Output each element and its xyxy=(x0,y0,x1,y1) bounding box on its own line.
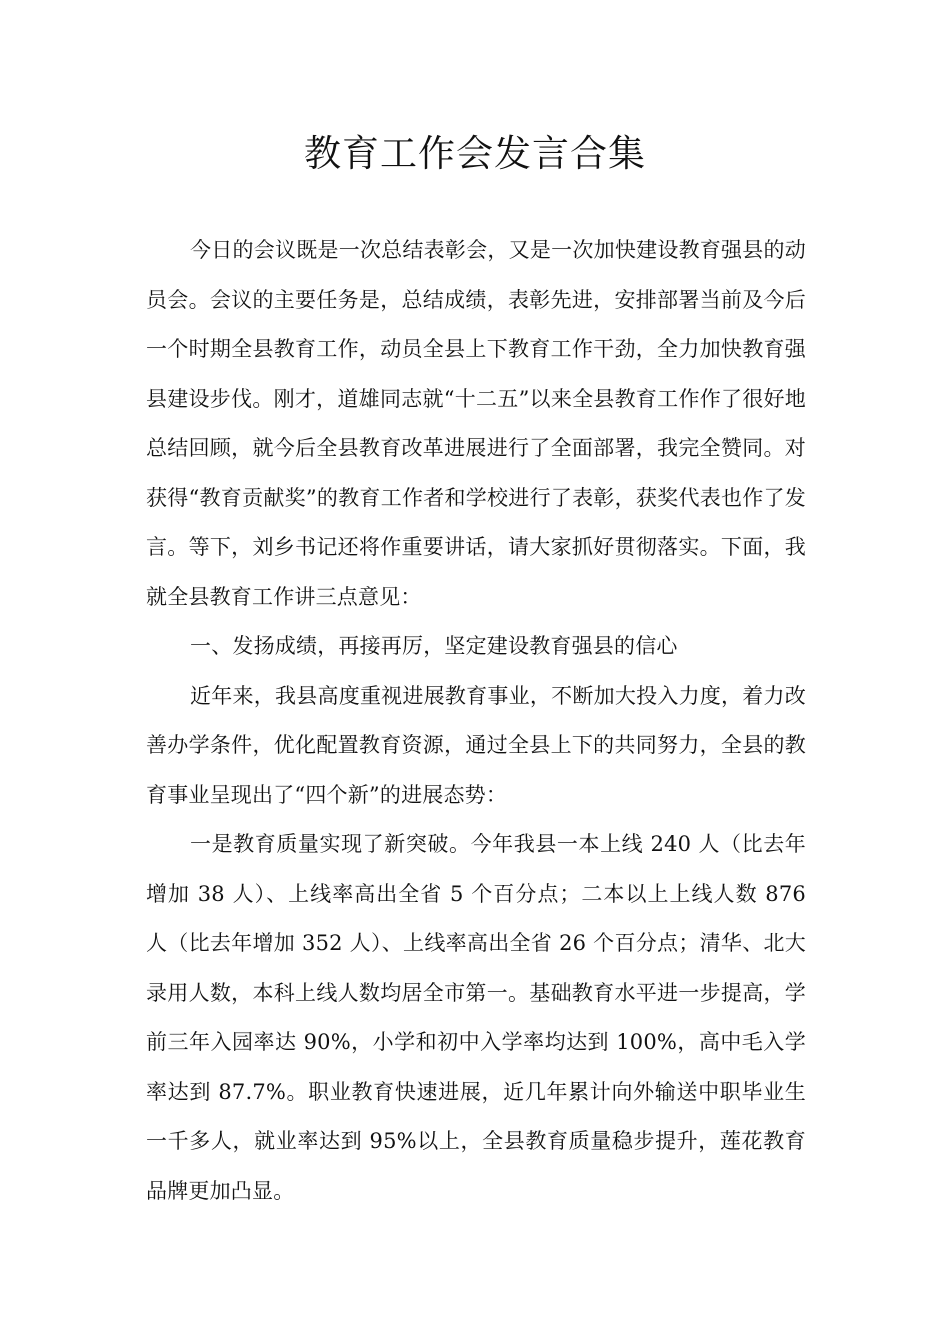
document-body xyxy=(146,226,806,1216)
document-title: 教育工作会发言合集 xyxy=(304,132,646,175)
paragraph-overview: 近年来，我县高度重视进展教育事业，不断加大投入力度，着力改善办学条件，优化配置教育资源，通过全县上下的共同努力，全县的教育事业呈现出了“四个新”的进展态势： xyxy=(146,683,806,807)
section-heading-1: 一、发扬成绩，再接再厉，坚定建设教育强县的信心 xyxy=(190,634,678,658)
paragraph-education-quality: 一是教育质量实现了新突破。今年我县一本上线 240 人（比去年增加 38 人）、上线率高出全省 5 个百分点；二本以上上线人数 876 人（比去年增加 352 人）、上线率高出全省 26 个百分点；清华、北大录用人数，本科上线人数均居全市第一。基础教育水平进一步提高，学前三年入园率达 90%，小学和初中入学率均达到 100%，高中毛入学率达到 87.7%。职业教育快速进展，近几年累计向外输送中职毕业生一千多人，就业率达到 95%以上，全县教育质量稳步提升，莲花教育品牌更加凸显。 xyxy=(146,832,806,1203)
paragraph-intro: 今日的会议既是一次总结表彰会，又是一次加快建设教育强县的动员会。会议的主要任务是，总结成绩，表彰先进，安排部署当前及今后一个时期全县教育工作，动员全县上下教育工作干劲，全力加快教育强县建设步伐。刚才，道雄同志就“十二五”以来全县教育工作作了很好地总结回顾，就今后全县教育改革进展进行了全面部署，我完全赞同。对获得“教育贡献奖”的教育工作者和学校进行了表彰，获奖代表也作了发言。等下，刘乡书记还将作重要讲话，请大家抓好贯彻落实。下面，我就全县教育工作讲三点意见： xyxy=(146,238,806,609)
